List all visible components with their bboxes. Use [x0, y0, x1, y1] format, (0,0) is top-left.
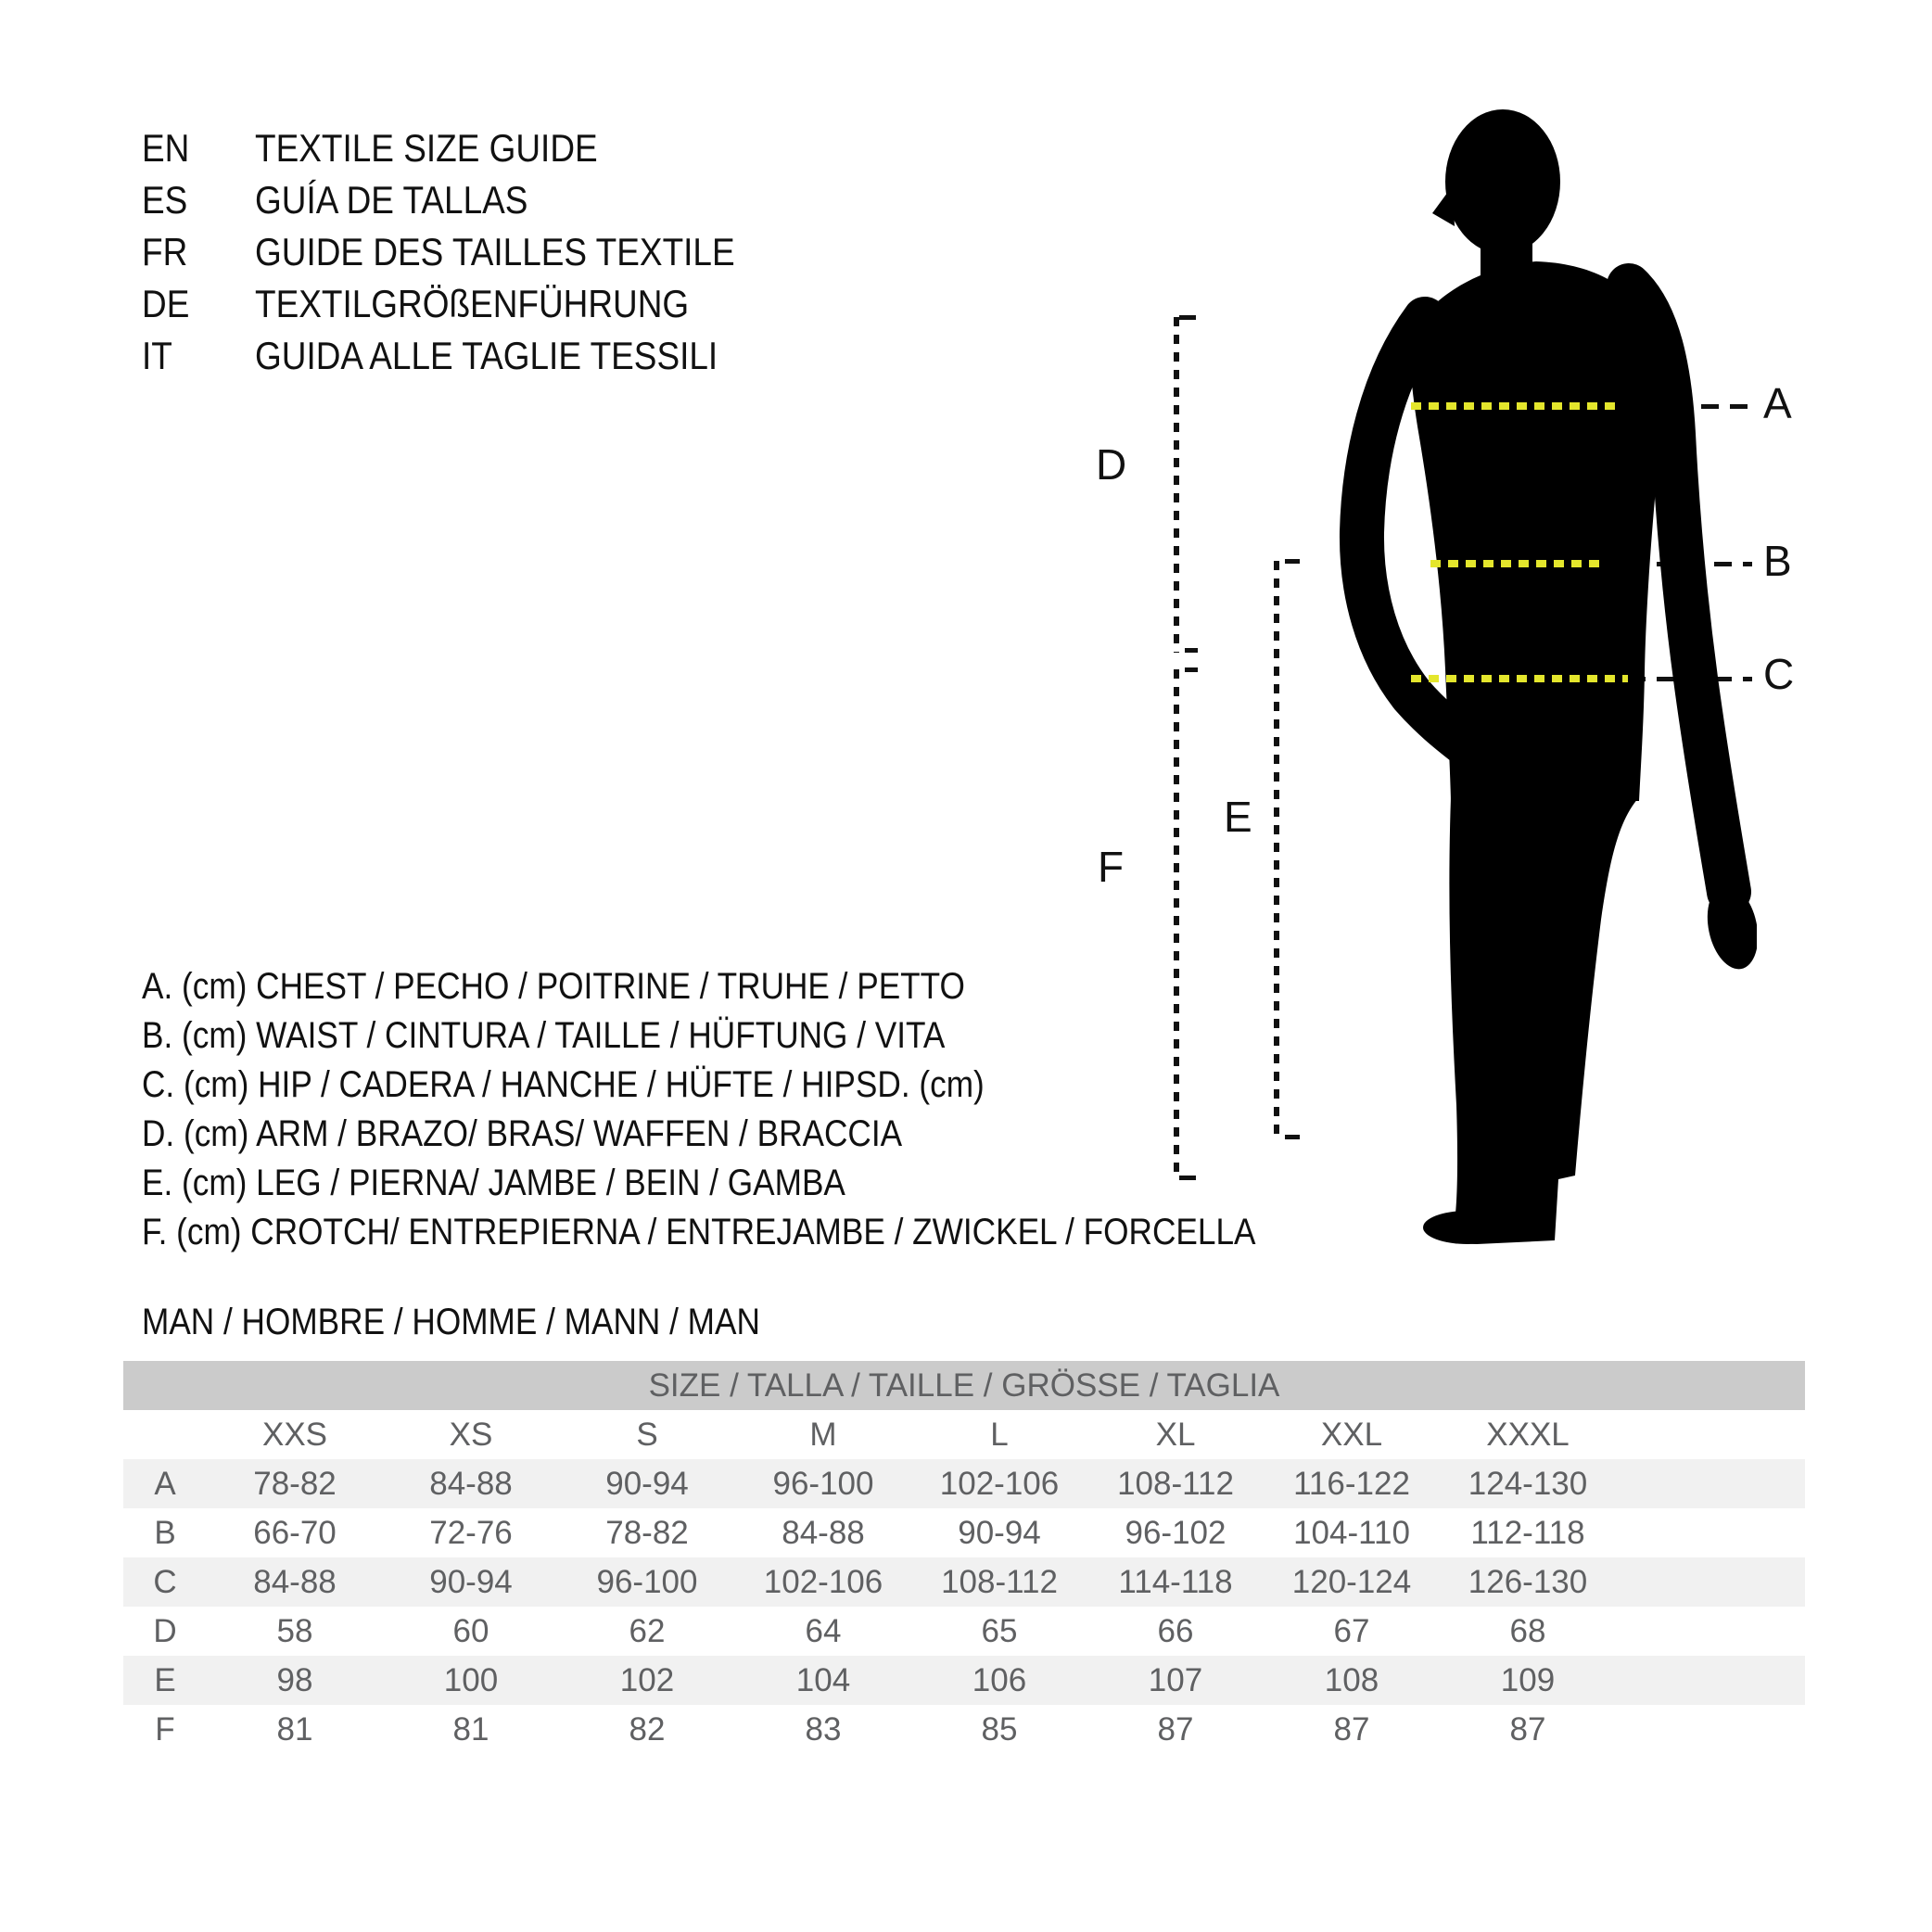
cell: 68 — [1509, 1612, 1546, 1649]
leg-measure-line — [1274, 561, 1279, 1138]
cell: 66 — [1157, 1612, 1194, 1649]
cell: 67 — [1333, 1612, 1370, 1649]
language-code: ES — [142, 178, 188, 222]
legend-line-waist: B. (cm) WAIST / CINTURA / TAILLE / HÜFTUNG / VITA — [142, 1015, 946, 1056]
size-col-header: L — [990, 1416, 1009, 1453]
cell: 109 — [1440, 1656, 1616, 1705]
measurement-legend — [142, 962, 1407, 1257]
cell: 104 — [735, 1656, 911, 1705]
cell: 114-118 — [1087, 1557, 1264, 1607]
size-col-header: XL — [1155, 1416, 1196, 1453]
size-col-header: XXS — [261, 1416, 328, 1453]
marker-label-waist: B — [1763, 537, 1792, 585]
table-row — [123, 1705, 1805, 1754]
crotch-measure-top-tick — [1185, 667, 1198, 672]
cell: 72-76 — [429, 1514, 513, 1551]
guide-title: TEXTILGRÖßENFÜHRUNG — [255, 282, 690, 325]
table-row — [123, 1508, 1805, 1557]
cell: 102-106 — [735, 1557, 911, 1607]
crotch-measure-bottom-tick — [1179, 1176, 1196, 1180]
cell: 87 — [1509, 1710, 1546, 1748]
cell: 90-94 — [958, 1514, 1041, 1551]
size-col-header: S — [636, 1416, 658, 1453]
chest-measure-line — [1411, 402, 1615, 410]
marker-label-hip: C — [1763, 650, 1795, 698]
legend-line-leg: E. (cm) LEG / PIERNA/ JAMBE / BEIN / GAMBA — [142, 1163, 845, 1203]
cell: 96-100 — [735, 1459, 911, 1508]
guide-title: GUÍA DE TALLAS — [255, 178, 528, 222]
guide-title: GUIDE DES TAILLES TEXTILE — [255, 230, 735, 273]
table-row — [123, 1557, 1805, 1607]
cell: 84-88 — [782, 1514, 865, 1551]
row-key: F — [155, 1710, 175, 1748]
cell: 96-100 — [559, 1557, 735, 1607]
cell: 62 — [629, 1612, 666, 1649]
cell: 126-130 — [1440, 1557, 1616, 1607]
cell: 87 — [1333, 1710, 1370, 1748]
cell: 108-112 — [911, 1557, 1087, 1607]
cell: 58 — [276, 1612, 313, 1649]
guide-title: GUIDA ALLE TAGLIE TESSILI — [255, 334, 718, 377]
row-key: C — [123, 1557, 207, 1607]
table-row — [123, 1459, 1805, 1508]
arm-measure-bottom-tick — [1185, 648, 1198, 653]
cell: 116-122 — [1264, 1459, 1440, 1508]
size-col-header: XXXL — [1486, 1416, 1570, 1453]
cell: 102 — [559, 1656, 735, 1705]
row-key: A — [123, 1459, 207, 1508]
cell: 112-118 — [1470, 1514, 1585, 1551]
marker-label-chest: A — [1763, 379, 1792, 427]
cell: 81 — [276, 1710, 313, 1748]
language-code: EN — [142, 126, 190, 170]
size-header-row — [123, 1410, 1805, 1459]
hip-measure-line — [1411, 675, 1628, 682]
language-code: DE — [142, 282, 190, 325]
marker-label-leg: E — [1224, 793, 1252, 841]
cell: 108 — [1264, 1656, 1440, 1705]
cell: 102-106 — [911, 1459, 1087, 1508]
cell: 65 — [981, 1612, 1018, 1649]
cell: 107 — [1087, 1656, 1264, 1705]
cell: 82 — [629, 1710, 666, 1748]
cell: 106 — [911, 1656, 1087, 1705]
size-table — [123, 1361, 1805, 1754]
cell: 84-88 — [207, 1557, 383, 1607]
language-code: FR — [142, 230, 188, 273]
row-key: B — [154, 1514, 176, 1551]
crotch-measure-line — [1174, 669, 1179, 1179]
cell: 90-94 — [383, 1557, 559, 1607]
table-header-row — [123, 1361, 1805, 1410]
cell: 60 — [452, 1612, 489, 1649]
cell: 124-130 — [1440, 1459, 1616, 1508]
cell: 87 — [1157, 1710, 1194, 1748]
legend-line-arm: D. (cm) ARM / BRAZO/ BRAS/ WAFFEN / BRACCIA — [142, 1113, 903, 1154]
table-title: SIZE / TALLA / TAILLE / GRÖSSE / TAGLIA — [123, 1361, 1805, 1410]
size-col-header: M — [809, 1416, 837, 1453]
cell: 98 — [207, 1656, 383, 1705]
cell: 96-102 — [1125, 1514, 1227, 1551]
size-col-header: XS — [449, 1416, 493, 1453]
cell: 66-70 — [253, 1514, 337, 1551]
legend-line-hip: C. (cm) HIP / CADERA / HANCHE / HÜFTE / HIPSD. (cm) — [142, 1064, 985, 1105]
marker-label-arm: D — [1096, 440, 1127, 489]
cell: 104-110 — [1293, 1514, 1410, 1551]
marker-label-crotch: F — [1098, 843, 1125, 891]
table-row — [123, 1607, 1805, 1656]
cell: 84-88 — [383, 1459, 559, 1508]
cell: 120-124 — [1264, 1557, 1440, 1607]
cell: 83 — [805, 1710, 842, 1748]
leg-measure-top-tick — [1285, 559, 1300, 564]
cell: 64 — [805, 1612, 842, 1649]
cell: 108-112 — [1087, 1459, 1264, 1508]
cell: 78-82 — [207, 1459, 383, 1508]
leg-measure-bottom-tick — [1285, 1135, 1300, 1139]
legend-line-chest: A. (cm) CHEST / PECHO / POITRINE / TRUHE / PETTO — [142, 966, 965, 1007]
size-col-header: XXL — [1320, 1416, 1383, 1453]
cell: 90-94 — [559, 1459, 735, 1508]
arm-measure-top-tick — [1179, 315, 1196, 320]
guide-title: TEXTILE SIZE GUIDE — [255, 126, 598, 170]
cell: 85 — [981, 1710, 1018, 1748]
row-key: E — [123, 1656, 207, 1705]
legend-line-crotch: F. (cm) CROTCH/ ENTREPIERNA / ENTREJAMBE / ZWICKEL / FORCELLA — [142, 1212, 1256, 1252]
arm-measure-line — [1174, 317, 1179, 653]
language-code: IT — [142, 334, 172, 377]
cell: 81 — [452, 1710, 489, 1748]
cell: 78-82 — [605, 1514, 689, 1551]
row-key: D — [153, 1612, 177, 1649]
category-line: MAN / HOMBRE / HOMME / MANN / MAN — [142, 1302, 760, 1342]
waist-measure-line — [1430, 560, 1599, 567]
table-row — [123, 1656, 1805, 1705]
cell: 100 — [383, 1656, 559, 1705]
